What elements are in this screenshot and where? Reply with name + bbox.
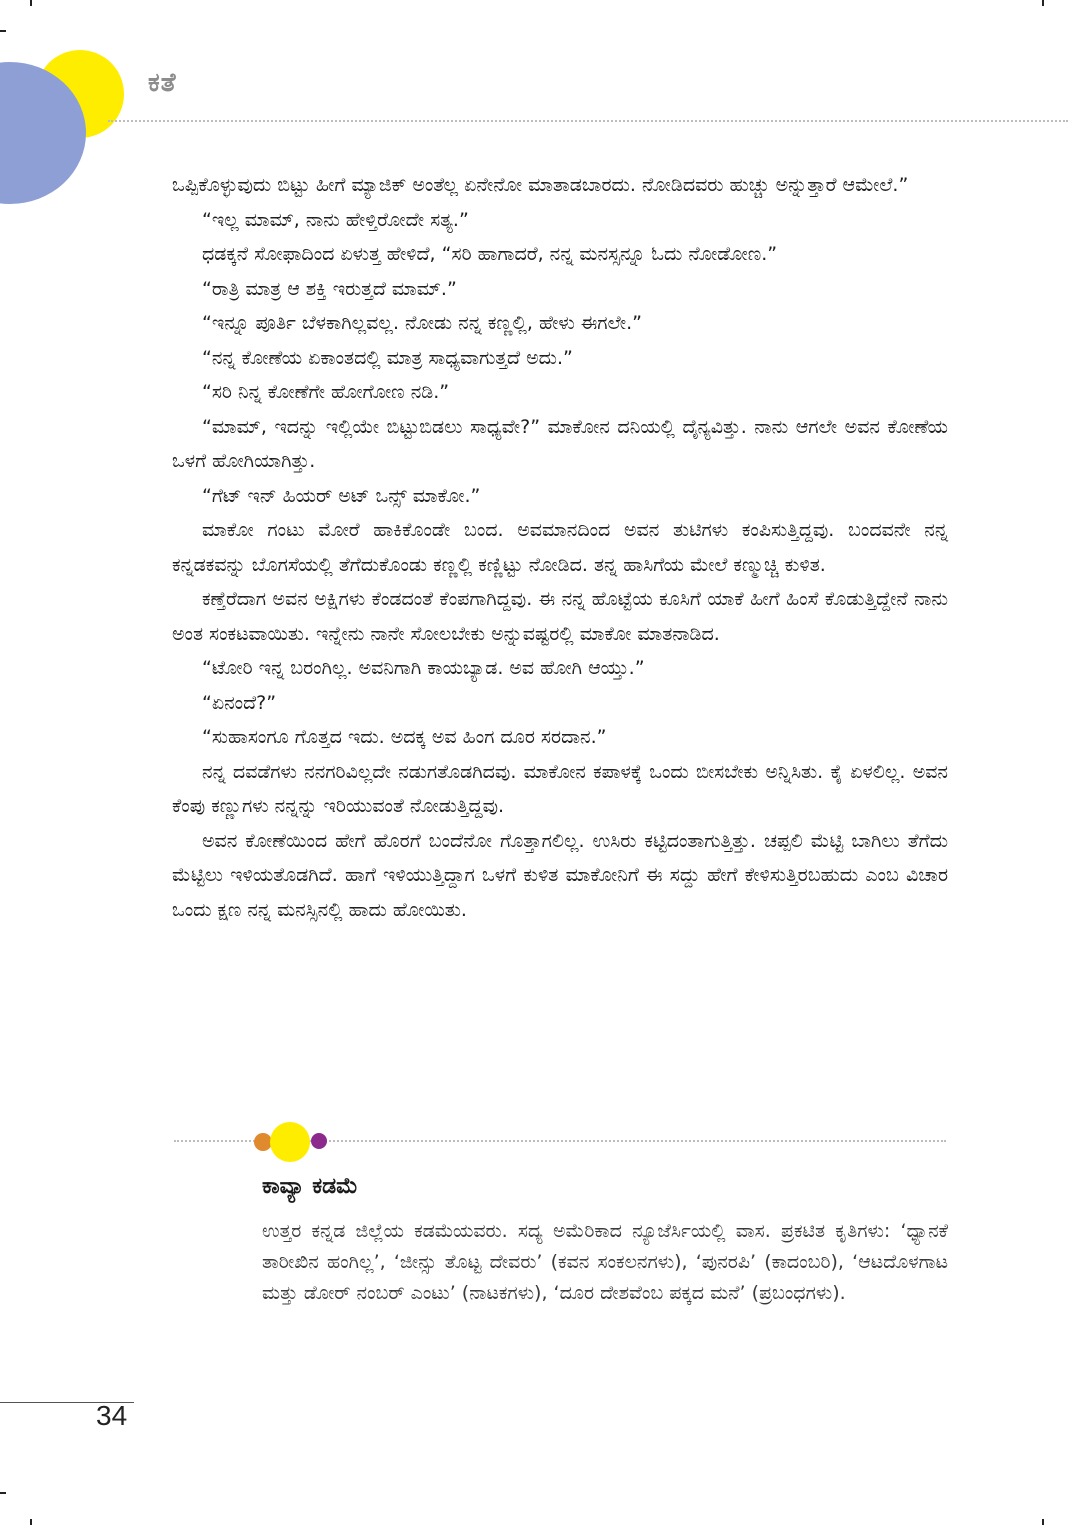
section-title: ಕತೆ bbox=[148, 68, 177, 98]
paragraph: “ಮಾಮ್, ಇದನ್ನು ಇಲ್ಲಿಯೇ ಬಿಟ್ಟುಬಿಡಲು ಸಾಧ್ಯವೇ?” ಮಾಕೋನ ದನಿಯಲ್ಲಿ ದೈನ್ಯವಿತ್ತು. ನಾನು ಆಗಲೇ ಅವನ ಕೋಣೆಯ ಒಳಗೆ ಹೋಗಿಯಾಗಿತ್ತು. bbox=[172, 415, 948, 472]
paragraph: “ಸುಹಾಸಂಗೂ ಗೊತ್ತದ ಇದು. ಅದಕ್ಕ ಅವ ಹಿಂಗ ದೂರ ಸರದಾನ.” bbox=[202, 726, 607, 748]
author-dots-decoration bbox=[250, 1120, 330, 1164]
crop-mark-top-right bbox=[1042, 0, 1044, 6]
crop-mark-left-lower bbox=[0, 1492, 6, 1494]
story-body bbox=[172, 168, 948, 927]
paragraph: “ರಾತ್ರಿ ಮಾತ್ರ ಆ ಶಕ್ತಿ ಇರುತ್ತದೆ ಮಾಮ್.” bbox=[202, 277, 457, 300]
paragraph: “ಇಲ್ಲ ಮಾಮ್, ನಾನು ಹೇಳ್ತಿರೋದೇ ಸತ್ಯ.” bbox=[202, 208, 469, 231]
paragraph: “ನನ್ನ ಕೋಣೆಯ ಏಕಾಂತದಲ್ಲಿ ಮಾತ್ರ ಸಾಧ್ಯವಾಗುತ್ತದೆ ಅದು.” bbox=[202, 346, 573, 369]
purple-dot-icon bbox=[311, 1133, 327, 1149]
page-number: 34 bbox=[96, 1400, 128, 1431]
paragraph: “ಗೆಟ್ ಇನ್ ಹಿಯರ್ ಅಟ್ ಒನ್ಸ್ ಮಾಕೋ.” bbox=[202, 484, 481, 507]
paragraph: “ಇನ್ನೂ ಪೂರ್ತಿ ಬೆಳಕಾಗಿಲ್ಲವಲ್ಲ. ನೋಡು ನನ್ನ ಕಣ್ಣಲ್ಲಿ, ಹೇಳು ಈಗಲೇ.” bbox=[202, 312, 643, 334]
author-bio: ಉತ್ತರ ಕನ್ನಡ ಜಿಲ್ಲೆಯ ಕಡಮೆಯವರು. ಸದ್ಯ ಅಮೆರಿಕಾದ ನ್ಯೂಜೆರ್ಸಿಯಲ್ಲಿ ವಾಸ. ಪ್ರಕಟಿತ ಕೃತಿಗಳು: ‘ಧ್ಯಾನಕೆ ತಾರೀಖಿನ ಹಂಗಿಲ್ಲ’, ‘ಜೀನ್ಸು ತೊಟ್ಟ ದೇವರು’ (ಕವನ ಸಂಕಲನಗಳು), ‘ಪುನರಪಿ’ (ಕಾದಂಬರಿ), ‘ಆಟದೊಳಗಾಟ ಮತ್ತು ಡೋರ್ ನಂಬರ್ ಎಂಟು’ (ನಾಟಕಗಳು), ‘ದೂರ ದೇಶವೆಂಬ ಪಕ್ಕದ ಮನೆ’ (ಪ್ರಬಂಧಗಳು). bbox=[262, 1220, 948, 1304]
crop-mark-bottom-left bbox=[30, 1519, 32, 1525]
paragraph: ಒಪ್ಪಿಕೊಳ್ಳುವುದು ಬಿಟ್ಟು ಹೀಗೆ ಮ್ಯಾಜಿಕ್ ಅಂತೆಲ್ಲ ಏನೇನೋ ಮಾತಾಡಬಾರದು. ನೋಡಿದವರು ಹುಚ್ಚು ಅನ್ನುತ್ತಾರೆ ಆಮೇಲೆ.” bbox=[172, 174, 909, 196]
crop-mark-top-left bbox=[30, 0, 32, 6]
paragraph: ಮಾಕೋ ಗಂಟು ಮೋರೆ ಹಾಕಿಕೊಂಡೇ ಬಂದ. ಅವಮಾನದಿಂದ ಅವನ ತುಟಿಗಳು ಕಂಪಿಸುತ್ತಿದ್ದವು. ಬಂದವನೇ ನನ್ನ ಕನ್ನಡಕವನ್ನು ಬೊಗಸೆಯಲ್ಲಿ ತೆಗೆದುಕೊಂಡು ಕಣ್ಣಲ್ಲಿ ಕಣ್ಣಿಟ್ಟು ನೋಡಿದ. ತನ್ನ ಹಾಸಿಗೆಯ ಮೇಲೆ ಕಣ್ಮುಚ್ಚಿ ಕುಳಿತ. bbox=[172, 519, 948, 576]
crop-mark-left-upper bbox=[0, 30, 6, 32]
author-name: ಕಾವ್ಯಾ ಕಡಮೆ bbox=[262, 1174, 358, 1199]
paragraph: ನನ್ನ ದವಡೆಗಳು ನನಗರಿವಿಲ್ಲದೇ ನಡುಗತೊಡಗಿದವು. ಮಾಕೋನ ಕಪಾಳಕ್ಕೆ ಒಂದು ಬೀಸಬೇಕು ಅನ್ನಿಸಿತು. ಕೈ ಏಳಲಿಲ್ಲ. ಅವನ ಕೆಂಪು ಕಣ್ಣುಗಳು ನನ್ನನ್ನು ಇರಿಯುವಂತೆ ನೋಡುತ್ತಿದ್ದವು. bbox=[172, 760, 948, 817]
crop-mark-bottom-right bbox=[1042, 1519, 1044, 1525]
paragraph: “ಸರಿ ನಿನ್ನ ಕೋಣೆಗೇ ಹೋಗೋಣ ನಡಿ.” bbox=[202, 381, 450, 403]
yellow-dot-icon bbox=[270, 1122, 310, 1162]
paragraph: ಕಣ್ತೆರೆದಾಗ ಅವನ ಅಕ್ಷಿಗಳು ಕೆಂಡದಂತೆ ಕೆಂಪಗಾಗಿದ್ದವು. ಈ ನನ್ನ ಹೊಟ್ಟೆಯ ಕೂಸಿಗೆ ಯಾಕೆ ಹೀಗೆ ಹಿಂಸೆ ಕೊಡುತ್ತಿದ್ದೇನೆ ನಾನು ಅಂತ ಸಂಕಟವಾಯಿತು. ಇನ್ನೇನು ನಾನೇ ಸೋಲಬೇಕು ಅನ್ನುವಷ್ಟರಲ್ಲಿ ಮಾಕೋ ಮಾತನಾಡಿದ. bbox=[172, 588, 948, 645]
paragraph: “ಟೋರಿ ಇನ್ನ ಬರಂಗಿಲ್ಲ. ಅವನಿಗಾಗಿ ಕಾಯಬ್ಯಾಡ. ಅವ ಹೋಗಿ ಆಯ್ತು.” bbox=[202, 657, 645, 679]
paragraph: ಅವನ ಕೋಣೆಯಿಂದ ಹೇಗೆ ಹೊರಗೆ ಬಂದೆನೋ ಗೊತ್ತಾಗಲಿಲ್ಲ. ಉಸಿರು ಕಟ್ಟಿದಂತಾಗುತ್ತಿತ್ತು. ಚಪ್ಪಲಿ ಮೆಟ್ಟಿ ಬಾಗಿಲು ತೆಗೆದು ಮೆಟ್ಟಿಲು ಇಳಿಯತೊಡಗಿದೆ. ಹಾಗೆ ಇಳಿಯುತ್ತಿದ್ದಾಗ ಒಳಗೆ ಕುಳಿತ ಮಾಕೋನಿಗೆ ಈ ಸದ್ದು ಹೇಗೆ ಕೇಳಿಸುತ್ತಿರಬಹುದು ಎಂಬ ವಿಚಾರ ಒಂದು ಕ್ಷಣ ನನ್ನ ಮನಸ್ಸಿನಲ್ಲಿ ಹಾದು ಹೋಯಿತು. bbox=[172, 829, 948, 921]
paragraph: ಧಡಕ್ಕನೆ ಸೋಫಾದಿಂದ ಏಳುತ್ತ ಹೇಳಿದೆ, “ಸರಿ ಹಾಗಾದರೆ, ನನ್ನ ಮನಸ್ಸನ್ನೂ ಓದು ನೋಡೋಣ.” bbox=[202, 243, 778, 265]
paragraph: “ಏನಂದೆ?” bbox=[202, 691, 277, 714]
header-dotted-rule bbox=[108, 120, 1068, 122]
